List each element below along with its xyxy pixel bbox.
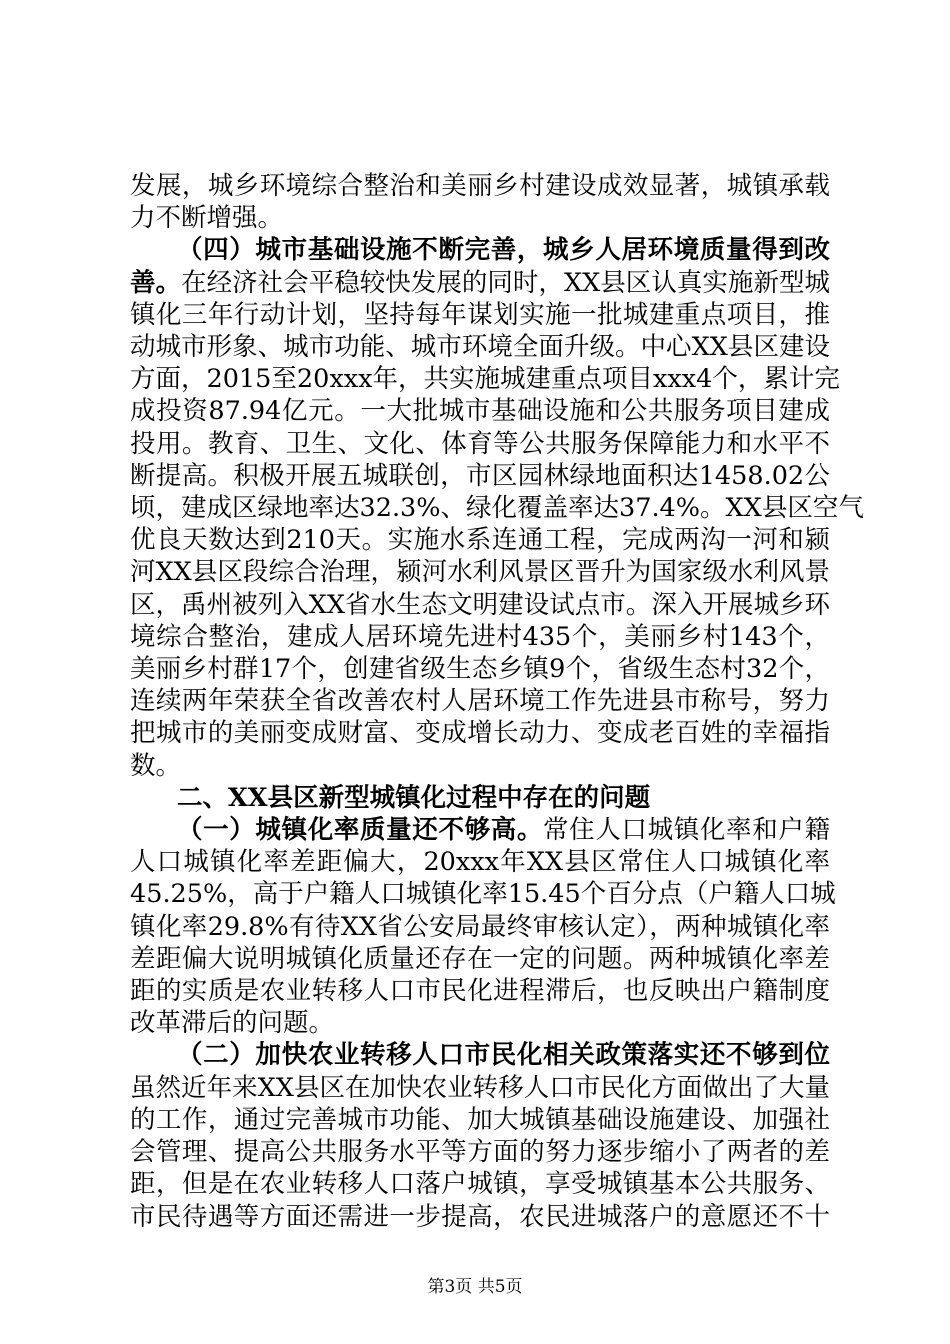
- paragraph-line: 区，禹州被列入XX省水生态文明建设试点市。深入开展城乡环: [130, 589, 830, 620]
- paragraph-line: 人口城镇化率差距偏大，20xxx年XX县区常住人口城镇化率: [130, 847, 830, 878]
- paragraph-line: [130, 814, 830, 846]
- chapter-heading: 二、XX县区新型城镇化过程中存在的问题: [177, 782, 651, 813]
- paragraph-line: 改革滞后的问题。: [130, 1008, 335, 1039]
- section-heading-1: （一）城镇化率质量还不够高。: [177, 815, 544, 846]
- paragraph-line: 数。: [130, 750, 182, 781]
- paragraph-line: 距的实质是农业转移人口市民化进程滞后，也反映出户籍制度: [130, 976, 830, 1007]
- paragraph-text: 常住人口城镇化率和户籍: [543, 815, 830, 846]
- section-heading-4: （四）城市基础设施不断完善，城乡人居环境质量得到改: [177, 235, 830, 266]
- paragraph-line: 虽然近年来XX县区在加快农业转移人口市民化方面做出了大量: [130, 1072, 830, 1103]
- paragraph-line: 会管理、提高公共服务水平等方面的努力逐步缩小了两者的差: [130, 1137, 830, 1168]
- paragraph-line: 的工作，通过完善城市功能、加大城镇基础设施建设、加强社: [130, 1104, 830, 1135]
- page-footer: 第3页 共5页: [427, 1277, 523, 1297]
- paragraph-line: 顷，建成区绿地率达32.3%、绿化覆盖率达37.4%。XX县区空气: [130, 493, 864, 524]
- paragraph-line: 方面，2015至20xxx年，共实施城建重点项目xxx4个，累计完: [130, 364, 840, 395]
- paragraph-line: [130, 267, 830, 299]
- paragraph-line: 动城市形象、城市功能、城市环境全面升级。中心XX县区建设: [130, 332, 830, 363]
- paragraph-line: 发展，城乡环境综合整治和美丽乡村建设成效显著，城镇承载: [130, 171, 830, 201]
- paragraph-line: 投用。教育、卫生、文化、体育等公共服务保障能力和水平不: [130, 428, 830, 459]
- paragraph-line: 差距偏大说明城镇化质量还存在一定的问题。两种城镇化率差: [130, 943, 830, 974]
- paragraph-line: 镇化三年行动计划，坚持每年谋划实施一批城建重点项目，推: [130, 299, 830, 330]
- paragraph-text: 在经济社会平稳较快发展的同时，XX县区认真实施新型城: [181, 267, 830, 298]
- paragraph-line: 市民待遇等方面还需进一步提高，农民进城落户的意愿还不十: [130, 1201, 830, 1232]
- section-heading-4-end: 善。: [130, 267, 182, 298]
- paragraph-line: 把城市的美丽变成财富、变成增长动力、变成老百姓的幸福指: [130, 718, 830, 749]
- paragraph-line: 河XX县区段综合治理，颍河水利风景区晋升为国家级水利风景: [130, 557, 830, 588]
- paragraph-line: 断提高。积极开展五城联创，市区园林绿地面积达1458.02公: [130, 460, 830, 491]
- paragraph-line: 连续两年荣获全省改善农村人居环境工作先进县市称号，努力: [130, 686, 830, 717]
- paragraph-line: 45.25%，高于户籍人口城镇化率15.45个百分点（户籍人口城: [130, 879, 836, 910]
- document-body: [130, 170, 864, 1233]
- paragraph-line: 成投资87.94亿元。一大批城市基础设施和公共服务项目建成: [130, 396, 830, 427]
- section-heading-2: （二）加快农业转移人口市民化相关政策落实还不够到位: [177, 1040, 830, 1071]
- paragraph-line: 美丽乡村群17个，创建省级生态乡镇9个，省级生态村32个，: [130, 654, 830, 685]
- paragraph-line: 境综合整治，建成人居环境先进村435个，美丽乡村143个，: [130, 621, 830, 652]
- paragraph-line: 力不断增强。: [130, 203, 284, 234]
- paragraph-line: 镇化率29.8%有待XX省公安局最终审核认定），两种城镇化率: [130, 911, 830, 942]
- paragraph-line: 优良天数达到210天。实施水系连通工程，完成两沟一河和颍: [130, 525, 830, 556]
- paragraph-line: 距，但是在农业转移人口落户城镇，享受城镇基本公共服务、: [130, 1169, 830, 1200]
